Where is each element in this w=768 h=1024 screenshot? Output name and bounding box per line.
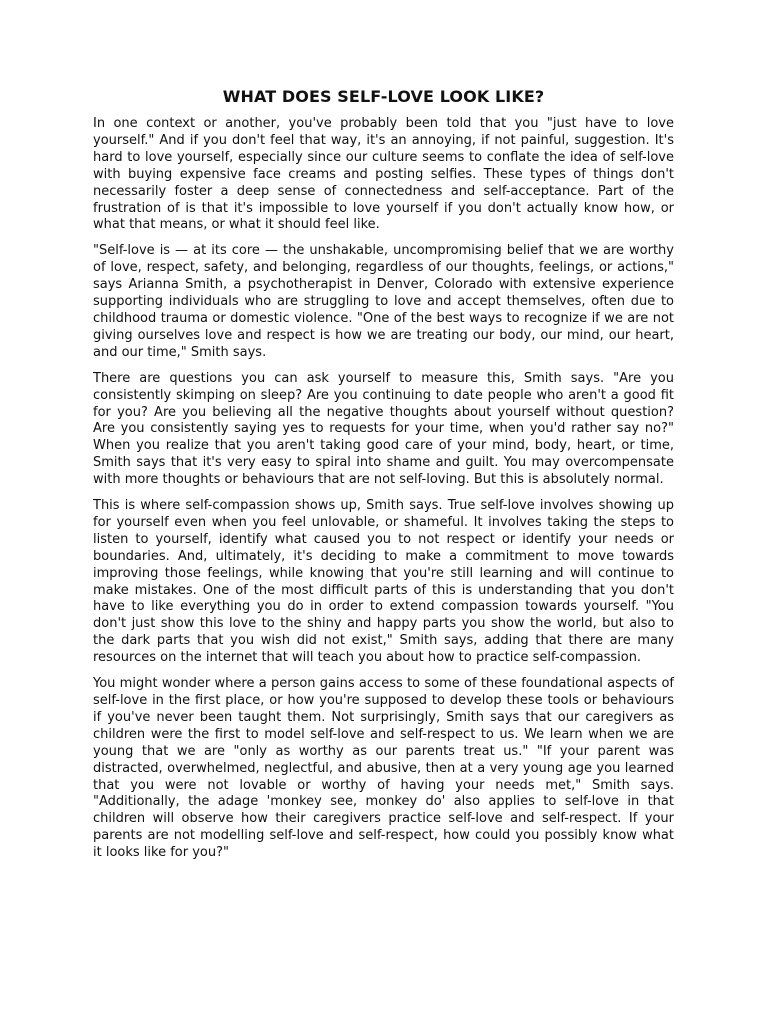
paragraph-5: You might wonder where a person gains access to some of these foundational aspects of self-love in the first place, or how you're supposed to develop these tools or behaviours if you've never been taught them. Not surprisingly, Smith says that our caregivers as children were the first to model self-love and self-respect to us. We learn when we are young that we are "only as worthy as our parents treat us." "If your parent was distracted, overwhelmed, neglectful, and abusive, then at a very young age you learned that you were not lovable or worthy of having your needs met," Smith says. "Additionally, the adage 'monkey see, monkey do' also applies to self-love in that children will observe how their caregivers practice self-love and self-respect. If your parents are not modelling self-love and self-respect, how could you possibly know what it looks like for you?"	[93, 676, 674, 861]
paragraph-3: There are questions you can ask yourself to measure this, Smith says. "Are you consistently skimping on sleep? Are you continuing to date people who aren't a good fit for you? Are you believing all the negative thoughts about yourself without question? Are you consistently saying yes to requests for your time, when you'd rather say no?" When you realize that you aren't taking good care of your mind, body, heart, or time, Smith says that it's very easy to spiral into shame and guilt. You may overcompensate with more thoughts or behaviours that are not self-loving. But this is absolutely normal.	[93, 370, 674, 488]
paragraph-2: "Self-love is — at its core — the unshakable, uncompromising belief that we are worthy of love, respect, safety, and belonging, regardless of our thoughts, feelings, or actions," says Arianna Smith, a psychotherapist in Denver, Colorado with extensive experience supporting individuals who are struggling to love and accept themselves, often due to childhood trauma or domestic violence. "One of the best ways to recognize if we are not giving ourselves love and respect is how we are treating our body, our mind, our heart, and our time," Smith says.	[93, 243, 674, 360]
document-page	[93, 87, 674, 871]
paragraph-1: In one context or another, you've probably been told that you "just have to love yourself." And if you don't feel that way, it's an annoying, if not painful, suggestion. It's hard to love yourself, especially since our culture seems to conflate the idea of self-love with buying expensive face creams and posting selfies. These types of things don't necessarily foster a deep sense of connectedness and self-acceptance. Part of the frustration of is that it's impossible to love yourself if you don't actually know how, or what that means, or what it should feel like.	[93, 116, 674, 233]
document-title: WHAT DOES SELF-LOVE LOOK LIKE?	[222, 87, 545, 106]
paragraph-4: This is where self-compassion shows up, Smith says. True self-love involves showing up for yourself even when you feel unlovable, or shameful. It involves taking the steps to listen to yourself, identify what caused you to not respect or identify your needs or boundaries. And, ultimately, it's deciding to make a commitment to move towards improving those feelings, while knowing that you're still learning and will continue to make mistakes. One of the most difficult parts of this is understanding that you don't have to like everything you do in order to extend compassion towards yourself. "You don't just show this love to the shiny and happy parts you show the world, but also to the dark parts that you wish did not exist," Smith says, adding that there are many resources on the internet that will teach you about how to practice self-compassion.	[93, 498, 674, 666]
